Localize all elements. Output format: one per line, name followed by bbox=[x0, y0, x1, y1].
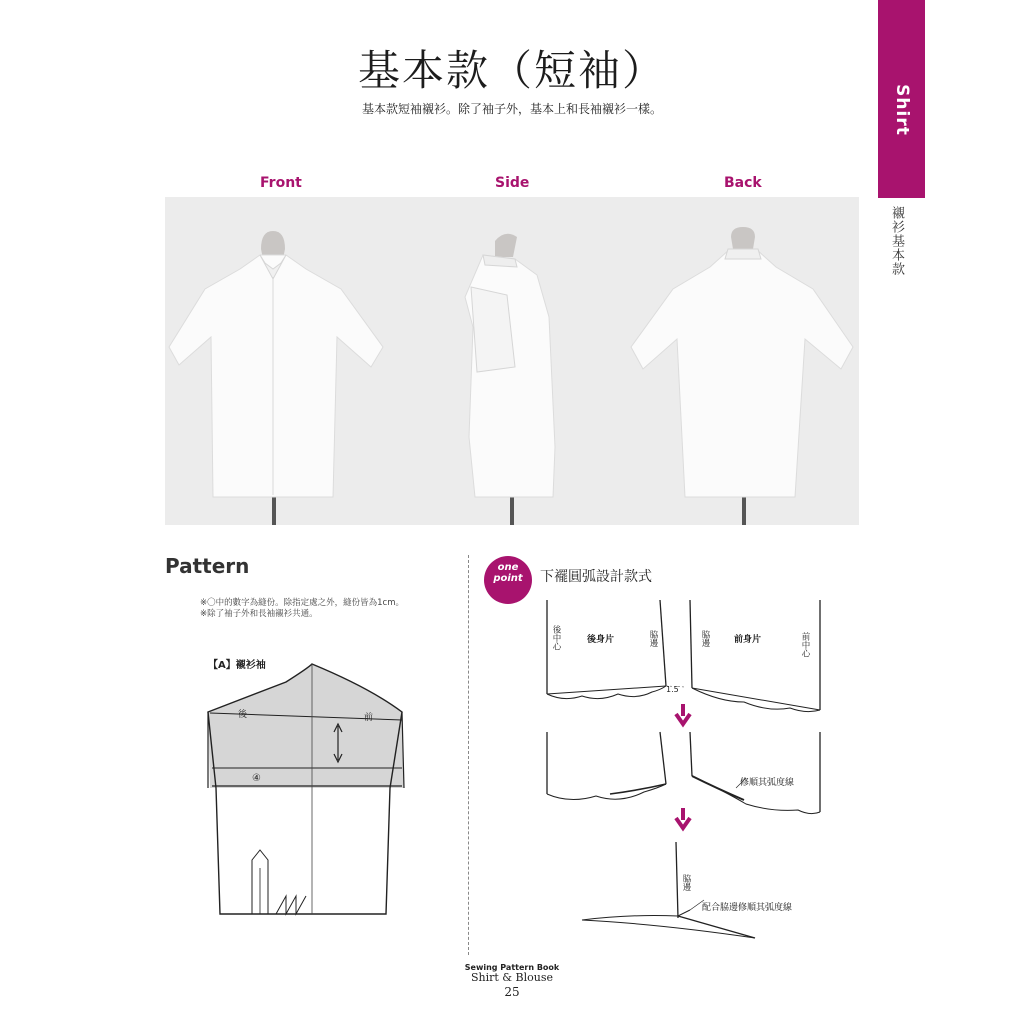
pattern-note-common: ※除了袖子外和長袖襯衫共通。 bbox=[200, 609, 318, 619]
view-label-side: Side bbox=[495, 175, 530, 191]
label-smooth-curve: 修順其弧度線 bbox=[740, 778, 795, 788]
shirt-photos bbox=[165, 197, 859, 525]
side-shirt-image bbox=[465, 234, 555, 525]
measure-label: 1.5 bbox=[666, 685, 679, 694]
label-back-piece: 後身片 bbox=[587, 635, 615, 645]
section-vertical-text: 襯衫基本款 bbox=[889, 206, 904, 276]
pattern-note-seam-allowance: ※〇中的數字為縫份。除指定處之外，縫份皆為1cm。 bbox=[200, 598, 404, 608]
footer-subtitle: Shirt & Blouse bbox=[470, 971, 554, 984]
footer-book-title: Sewing Pattern Book bbox=[464, 963, 560, 972]
label-front-center: 前中心 bbox=[800, 632, 810, 658]
sleeve-pattern-diagram bbox=[190, 660, 430, 920]
label-side-seam-front: 脇邊 bbox=[700, 630, 710, 647]
view-label-back: Back bbox=[724, 175, 762, 191]
label-side-seam-bottom: 脇邊 bbox=[681, 874, 691, 891]
label-front-piece: 前身片 bbox=[734, 635, 762, 645]
seam-allowance-number: ④ bbox=[252, 773, 261, 784]
view-label-front: Front bbox=[260, 175, 302, 191]
section-tab-label: Shirt bbox=[891, 84, 912, 136]
label-side-seam-back: 脇邊 bbox=[648, 630, 658, 647]
pattern-heading: Pattern bbox=[165, 554, 250, 578]
page-number: 25 bbox=[504, 985, 520, 999]
sleeve-back-mark: 後 bbox=[238, 710, 248, 720]
hem-curve-diagram bbox=[540, 598, 840, 948]
one-point-badge-label: one point bbox=[493, 562, 523, 584]
one-point-title: 下襬圓弧設計款式 bbox=[540, 569, 652, 585]
label-fit-curve: 配合脇邊修順其弧度線 bbox=[702, 903, 793, 913]
page-title: 基本款（短袖） bbox=[357, 46, 666, 95]
page-subtitle: 基本款短袖襯衫。除了袖子外，基本上和長袖襯衫一樣。 bbox=[361, 102, 662, 116]
photo-panel bbox=[165, 197, 859, 525]
sleeve-front-mark: 前 bbox=[364, 713, 374, 723]
sleeve-pattern-label: 【A】襯衫袖 bbox=[208, 660, 266, 671]
front-shirt-image bbox=[169, 231, 383, 525]
section-divider bbox=[468, 555, 469, 955]
label-back-center: 後中心 bbox=[551, 625, 561, 651]
back-shirt-image bbox=[631, 227, 853, 525]
